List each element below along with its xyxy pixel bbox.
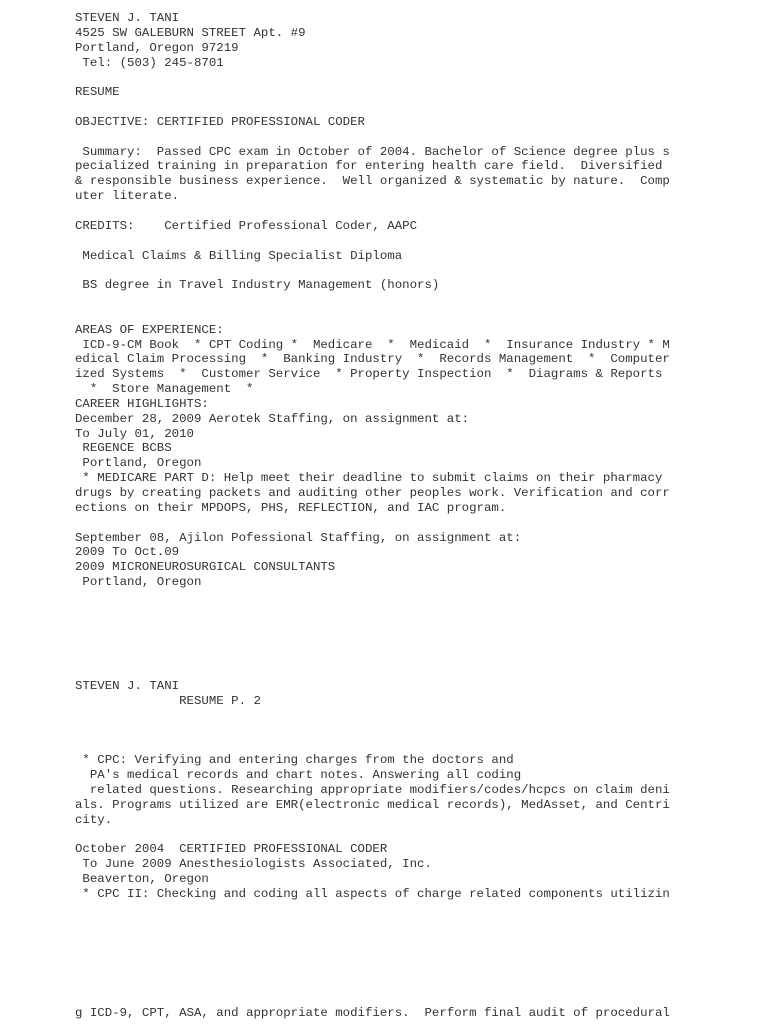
blank-line	[75, 100, 695, 115]
text-line: December 28, 2009 Aerotek Staffing, on assignment at:	[75, 411, 470, 426]
text-line: related questions. Researching appropriate modifiers/codes/hcpcs on claim deni	[75, 782, 670, 797]
text-line: To June 2009 Anesthesiologists Associated, Inc.	[75, 857, 432, 872]
text-line: * Store Management *	[75, 382, 254, 397]
blank-line	[75, 827, 695, 842]
text-line: PA's medical records and chart notes. Answering all coding	[75, 768, 522, 783]
text-line: CREDITS: Certified Professional Coder, AAPC	[75, 218, 418, 233]
text-line: OBJECTIVE: CERTIFIED PROFESSIONAL CODER	[75, 114, 365, 129]
blank-line	[75, 946, 695, 961]
text-line: ized Systems * Customer Service * Property Inspection * Diagrams & Reports	[75, 367, 663, 382]
text-line: RESUME	[75, 85, 120, 100]
blank-line	[75, 649, 695, 664]
text-line: STEVEN J. TANI	[75, 678, 180, 693]
text-line: & responsible business experience. Well organized & systematic by nature. Comp	[75, 174, 670, 189]
blank-line	[75, 976, 695, 991]
blank-line	[75, 293, 695, 308]
text-line: Beaverton, Oregon	[75, 871, 209, 886]
text-line: 4525 SW GALEBURN STREET Apt. #9	[75, 25, 306, 40]
blank-line	[75, 263, 695, 278]
blank-line	[75, 634, 695, 649]
text-line: Portland, Oregon 97219	[75, 40, 239, 55]
text-line: uter literate.	[75, 189, 180, 204]
text-line: * CPC II: Checking and coding all aspects of charge related components utilizin	[75, 886, 670, 901]
text-line: * CPC: Verifying and entering charges from the doctors and	[75, 753, 514, 768]
blank-line	[75, 620, 695, 635]
blank-line	[75, 204, 695, 219]
text-line: October 2004 CERTIFIED PROFESSIONAL CODER	[75, 842, 388, 857]
text-line: pecialized training in preparation for entering health care field. Diversified	[75, 159, 663, 174]
text-line: * MEDICARE PART D: Help meet their deadline to submit claims on their pharmacy	[75, 471, 663, 486]
text-line: city.	[75, 812, 113, 827]
blank-line	[75, 724, 695, 739]
text-line: drugs by creating packets and auditing other peoples work. Verification and corr	[75, 486, 670, 500]
text-line: als. Programs utilized are EMR(electronic medical records), MedAsset, and Centri	[75, 797, 670, 812]
text-line: 2009 MICRONEUROSURGICAL CONSULTANTS	[75, 560, 336, 575]
text-line: Summary: Passed CPC exam in October of 2004. Bachelor of Science degree plus s	[75, 144, 670, 159]
blank-line	[75, 308, 695, 323]
text-line: ICD-9-CM Book * CPT Coding * Medicare * Medicaid * Insurance Industry * M	[75, 337, 670, 352]
text-line: g ICD-9, CPT, ASA, and appropriate modifiers. Perform final audit of procedural	[75, 1005, 670, 1020]
blank-line	[75, 961, 695, 976]
text-line: Portland, Oregon	[75, 456, 202, 471]
blank-line	[75, 70, 695, 85]
text-line: edical Claim Processing * Banking Industry * Records Management * Computer	[75, 352, 670, 367]
text-line: REGENCE BCBS	[75, 441, 172, 456]
text-line: ections on their MPDOPS, PHS, REFLECTION, and IAC program.	[75, 500, 507, 515]
text-line: STEVEN J. TANI	[75, 11, 180, 25]
blank-line	[75, 516, 695, 531]
blank-line	[75, 738, 695, 753]
text-line: BS degree in Travel Industry Management (honors)	[75, 278, 440, 293]
blank-line	[75, 916, 695, 931]
text-line: To July 01, 2010	[75, 426, 194, 441]
text-line: September 08, Ajilon Pofessional Staffing, on assignment at:	[75, 530, 522, 545]
text-line: AREAS OF EXPERIENCE:	[75, 322, 224, 337]
text-line: Tel: (503) 245-8701	[75, 55, 224, 70]
text-line: Portland, Oregon	[75, 575, 202, 590]
text-line: 2009 To Oct.09	[75, 545, 180, 560]
blank-line	[75, 605, 695, 620]
blank-line	[75, 991, 695, 1006]
text-line: Medical Claims & Billing Specialist Diploma	[75, 248, 403, 263]
blank-line	[75, 664, 695, 679]
blank-line	[75, 709, 695, 724]
blank-line	[75, 931, 695, 946]
text-line: CAREER HIGHLIGHTS:	[75, 396, 209, 411]
blank-line	[75, 902, 695, 917]
blank-line	[75, 590, 695, 605]
blank-line	[75, 130, 695, 145]
blank-line	[75, 234, 695, 249]
text-line: RESUME P. 2	[75, 693, 261, 708]
resume-document	[75, 11, 695, 1020]
